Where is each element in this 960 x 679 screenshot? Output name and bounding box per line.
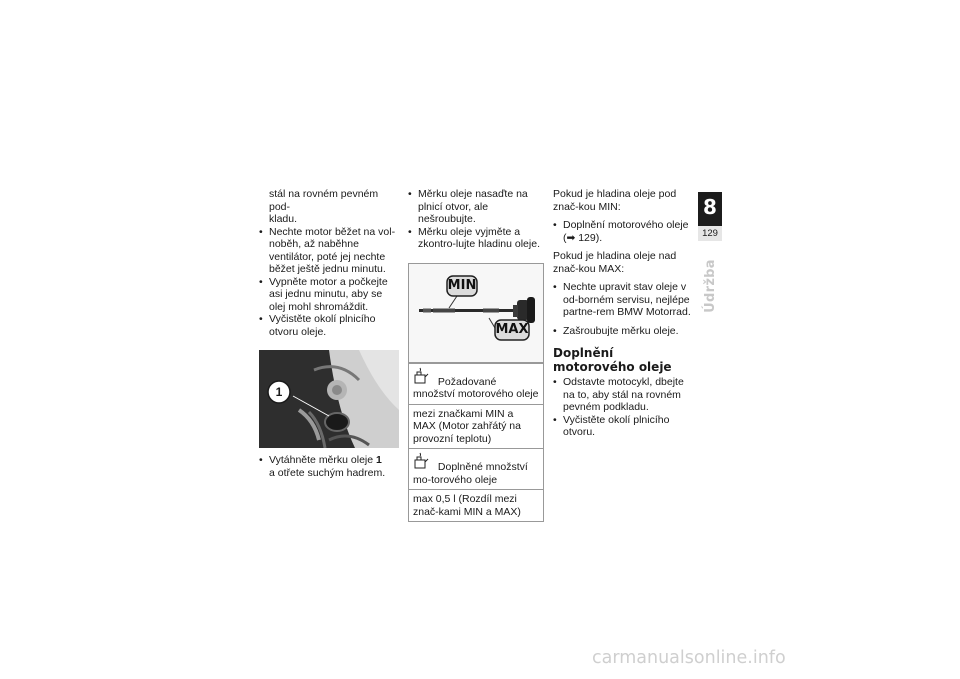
steps-list [553, 325, 693, 338]
list-item: • Odstavte motocykl, dbejte na to, aby stál na rovném pevném podkladu. [553, 376, 693, 414]
page-reference-link[interactable]: (➡ 129). [563, 231, 603, 244]
steps-list [259, 226, 399, 339]
list-item: • Měrku oleje vyjměte a zkontro-lujte hladinu oleje. [408, 226, 544, 251]
section-heading: Doplnění motorového oleje [553, 346, 672, 374]
dipstick-figure [408, 263, 544, 363]
photo-callout-1: 1 [275, 385, 283, 399]
watermark: carmanualsonline.info [592, 648, 786, 668]
list-item: • Zašroubujte měrku oleje. [553, 325, 693, 338]
column-2 [408, 188, 544, 522]
column-3 [553, 188, 693, 439]
chapter-title: Údržba [702, 259, 718, 313]
column-1 [259, 188, 399, 479]
list-item: • Nechte motor běžet na vol-noběh, až naběhne ventilátor, poté jej nechte běžet ještě jednu minutu. [259, 226, 399, 276]
oil-can-icon [413, 461, 432, 473]
steps-list-2 [259, 454, 399, 479]
paragraph: Pokud je hladina oleje nad znač-kou MAX: [553, 250, 677, 275]
min-label: MIN [447, 277, 477, 293]
oil-spec-table [408, 363, 544, 523]
list-item: • Vypněte motor a počkejte asi jednu minutu, aby se olej mohl shromáždit. [259, 276, 399, 314]
chapter-number: 8 [703, 195, 717, 219]
list-item: • Vyčistěte okolí plnicího otvoru. [553, 414, 693, 439]
intro-text: stál na rovném pevném pod- kladu. [269, 188, 379, 225]
oil-can-icon [413, 376, 432, 388]
dipstick-photo [259, 350, 399, 448]
spec-header: Doplněné množství mo-torového oleje [413, 461, 528, 486]
steps-list [553, 281, 693, 319]
spec-value: mezi značkami MIN a MAX (Motor zahřátý na provozní teplotu) [409, 404, 544, 449]
spec-value: max 0,5 l (Rozdíl mezi znač-kami MIN a MAX) [409, 490, 544, 522]
list-item: • Nechte upravit stav oleje v od-borném servisu, nejlépe partne-rem BMW Motorrad. [553, 281, 693, 319]
steps-list [408, 188, 544, 251]
list-item: • Měrku oleje nasaďte na plnicí otvor, ale nešroubujte. [408, 188, 544, 226]
paragraph: Pokud je hladina oleje pod znač-kou MIN: [553, 188, 677, 213]
page-number: 129 [698, 226, 722, 241]
steps-list [553, 376, 693, 439]
list-item: • Doplnění motorového oleje (➡ 129). [553, 219, 693, 244]
list-item: • Vyčistěte okolí plnicího otvoru oleje. [259, 313, 399, 338]
spec-header: Požadované množství motorového oleje [413, 375, 539, 400]
list-item: • Vytáhněte měrku oleje 1 a otřete suchým hadrem. [259, 454, 399, 479]
max-label: MAX [495, 321, 529, 337]
callout-ref: 1 [376, 454, 382, 466]
steps-list [553, 219, 693, 244]
